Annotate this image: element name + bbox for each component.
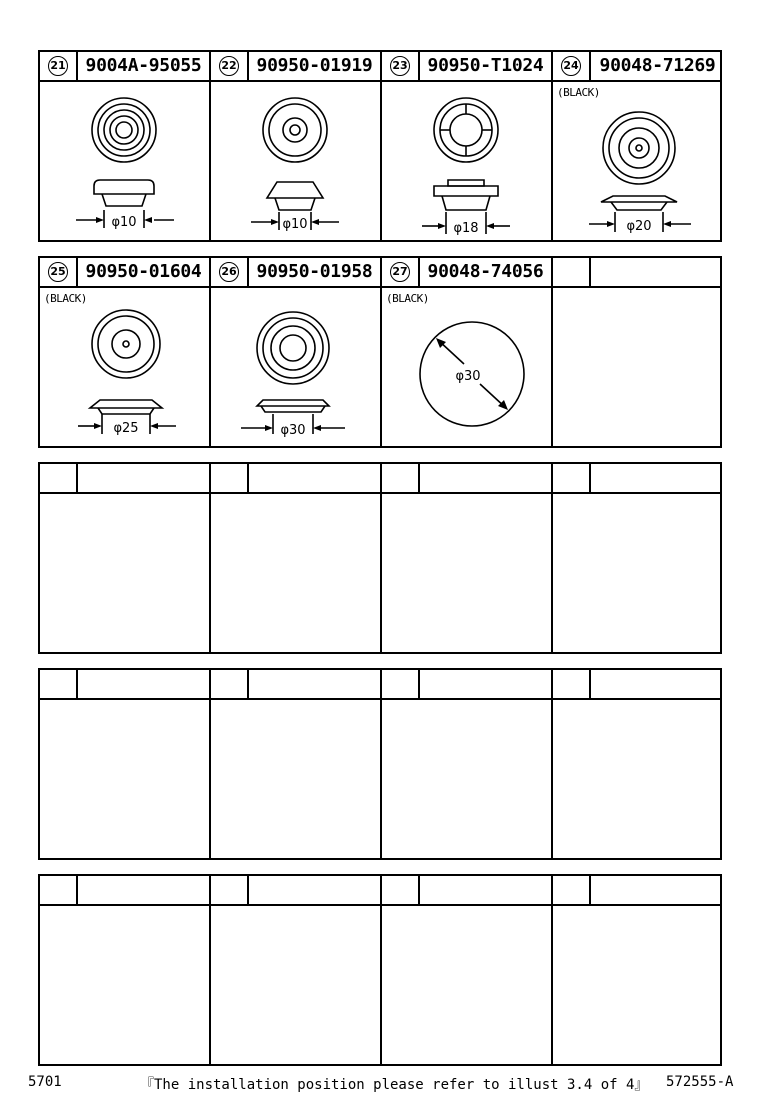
header-cell — [211, 258, 382, 286]
part-number[interactable]: 90048-71269 — [599, 55, 716, 76]
part-number[interactable]: 90048-74056 — [427, 261, 544, 282]
grommet-26-drawing — [211, 288, 380, 446]
index-box — [211, 52, 249, 80]
empty-cell — [553, 700, 724, 858]
row-header — [40, 464, 720, 494]
index-box — [40, 670, 78, 698]
index-number: 21 — [48, 56, 68, 76]
index-box — [553, 52, 591, 80]
row-header — [40, 52, 720, 82]
header-cell — [553, 52, 724, 80]
part-number[interactable]: 90950-01919 — [256, 55, 373, 76]
index-number: 25 — [48, 262, 68, 282]
row-header — [40, 670, 720, 700]
grommet-21-drawing — [40, 82, 209, 240]
part-illustration-cell — [382, 82, 553, 240]
grommet-22-drawing — [211, 82, 380, 240]
empty-cell — [382, 700, 553, 858]
empty-cell — [40, 700, 211, 858]
index-box — [553, 670, 591, 698]
header-cell-empty — [211, 876, 382, 904]
index-box — [382, 464, 420, 492]
diameter-label: φ10 — [282, 217, 308, 232]
diameter-label: φ30 — [280, 423, 306, 438]
header-cell-empty — [382, 464, 553, 492]
diameter-label: φ25 — [113, 421, 139, 436]
part-illustration-cell — [382, 288, 553, 446]
color-note: (BLACK) — [386, 292, 429, 305]
empty-cell — [382, 906, 553, 1064]
index-box — [553, 876, 591, 904]
index-box — [211, 670, 249, 698]
index-box — [382, 670, 420, 698]
part-illustration-cell — [211, 288, 382, 446]
row-header — [40, 258, 720, 288]
header-cell-empty — [40, 876, 211, 904]
empty-row-3 — [38, 462, 722, 654]
header-cell-empty — [553, 464, 724, 492]
index-box — [382, 258, 420, 286]
page-number: 5701 — [28, 1074, 62, 1090]
parts-row-1 — [38, 50, 722, 242]
empty-cell — [211, 906, 382, 1064]
header-cell — [211, 52, 382, 80]
drawing-code: 572555-A — [666, 1074, 734, 1090]
index-box — [211, 876, 249, 904]
grommet-24-drawing — [553, 82, 722, 240]
index-box — [40, 876, 78, 904]
diameter-label: φ10 — [111, 215, 137, 230]
index-number: 22 — [219, 56, 239, 76]
diameter-label: φ20 — [626, 219, 652, 234]
part-number[interactable]: 90950-T1024 — [427, 55, 544, 76]
index-box — [211, 258, 249, 286]
index-box — [382, 876, 420, 904]
cap-27-drawing — [382, 288, 551, 446]
header-cell — [40, 258, 211, 286]
header-cell — [382, 258, 553, 286]
index-box — [40, 52, 78, 80]
empty-cell — [40, 494, 211, 652]
header-cell-empty — [40, 670, 211, 698]
grommet-25-drawing — [40, 288, 209, 446]
index-number: 26 — [219, 262, 239, 282]
parts-row-2 — [38, 256, 722, 448]
diameter-label: φ30 — [455, 369, 481, 384]
header-cell-empty — [553, 876, 724, 904]
empty-row-4 — [38, 668, 722, 860]
header-cell-empty — [211, 670, 382, 698]
empty-cell — [40, 906, 211, 1064]
part-number[interactable]: 90950-01958 — [256, 261, 373, 282]
index-box — [40, 258, 78, 286]
index-box — [40, 464, 78, 492]
part-number[interactable]: 90950-01604 — [85, 261, 202, 282]
empty-cell — [211, 494, 382, 652]
row-header — [40, 876, 720, 906]
grommet-23-drawing — [382, 82, 551, 240]
index-number: 24 — [561, 56, 581, 76]
header-cell-empty — [382, 670, 553, 698]
header-cell-empty — [553, 670, 724, 698]
empty-row-5 — [38, 874, 722, 1066]
header-cell-empty — [40, 464, 211, 492]
header-cell-empty — [553, 258, 724, 286]
part-illustration-cell — [211, 82, 382, 240]
header-cell — [382, 52, 553, 80]
header-cell-empty — [382, 876, 553, 904]
part-number[interactable]: 9004A-95055 — [85, 55, 202, 76]
header-cell-empty — [211, 464, 382, 492]
installation-note: 『The installation position please refer to illust 3.4 of 4』 — [140, 1077, 649, 1093]
index-box — [553, 258, 591, 286]
index-box — [211, 464, 249, 492]
diameter-label: φ18 — [453, 221, 479, 236]
part-illustration-cell — [553, 82, 724, 240]
empty-cell — [382, 494, 553, 652]
index-box — [382, 52, 420, 80]
part-illustration-cell — [40, 82, 211, 240]
empty-cell — [553, 906, 724, 1064]
index-box — [553, 464, 591, 492]
index-number: 23 — [390, 56, 410, 76]
empty-cell — [553, 288, 724, 446]
index-number: 27 — [390, 262, 410, 282]
part-illustration-cell — [40, 288, 211, 446]
empty-cell — [211, 700, 382, 858]
empty-cell — [553, 494, 724, 652]
color-note: (BLACK) — [44, 292, 87, 305]
color-note: (BLACK) — [557, 86, 600, 99]
header-cell — [40, 52, 211, 80]
